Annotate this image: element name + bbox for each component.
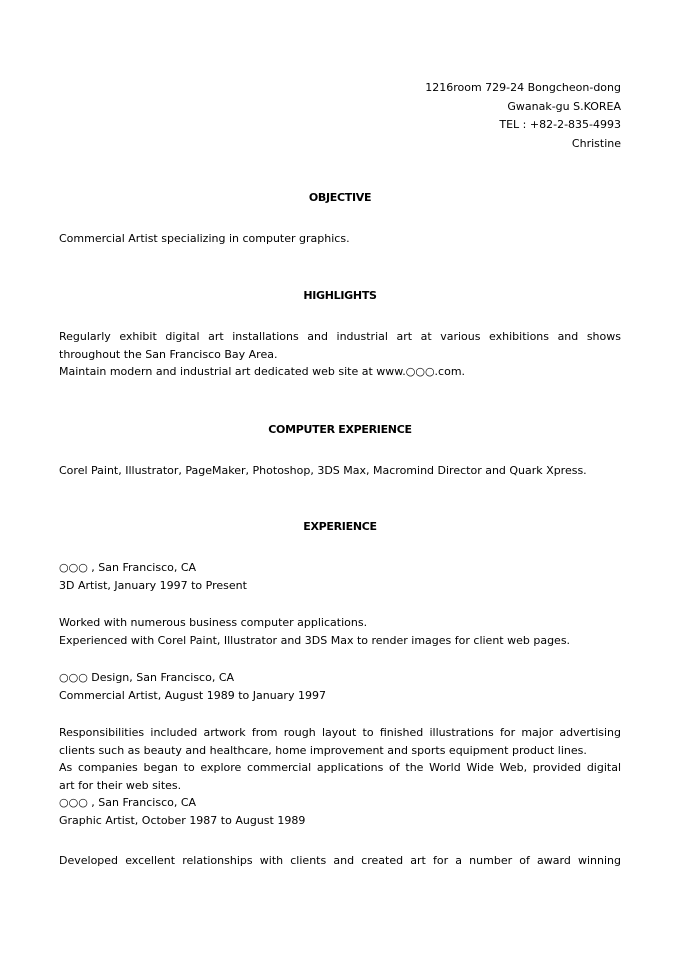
job-3-desc-line-1: Developed excellent relationships with clients and created art for a number of award winning [59, 854, 621, 867]
highlights-heading: HIGHLIGHTS [303, 289, 377, 302]
objective-line: Commercial Artist specializing in computer graphics. [59, 232, 350, 245]
job-3-company: ○○○ , San Francisco, CA [59, 796, 197, 809]
computer-experience-heading: COMPUTER EXPERIENCE [268, 423, 412, 436]
job-2-description [59, 724, 621, 829]
computer-experience-line: Corel Paint, Illustrator, PageMaker, Photoshop, 3DS Max, Macromind Director and Quark Xpress. [59, 464, 587, 477]
job-3-description [59, 852, 621, 870]
job-1-desc-line-1: Worked with numerous business computer applications. [59, 616, 368, 629]
job-1-company: ○○○ , San Francisco, CA [59, 561, 197, 574]
highlights-line-3: Maintain modern and industrial art dedicated web site at www.○○○.com. [59, 365, 466, 378]
job-2-desc-line-3: As companies began to explore commercial applications of the World Wide Web, provided digital [59, 761, 621, 774]
job-2-title: Commercial Artist, August 1989 to January 1997 [59, 688, 326, 702]
job-2-company: ○○○ Design, San Francisco, CA [59, 671, 235, 684]
address-line-1: 1216room 729-24 Bongcheon-dong [425, 81, 621, 94]
job-2-desc-line-2: clients such as beauty and healthcare, home improvement and sports equipment product lines. [59, 743, 587, 757]
job-1-title: 3D Artist, January 1997 to Present [59, 578, 247, 592]
job-2-desc-line-4: art for their web sites. [59, 778, 182, 792]
highlights-text [59, 328, 621, 381]
highlights-line-2: throughout the San Francisco Bay Area. [59, 347, 278, 361]
applicant-name: Christine [571, 136, 621, 150]
phone-line: TEL : +82-2-835-4993 [499, 118, 621, 131]
job-3-title: Graphic Artist, October 1987 to August 1989 [59, 813, 306, 827]
job-2 [59, 669, 621, 704]
computer-experience-text [59, 462, 621, 480]
contact-block [425, 79, 621, 153]
experience-heading: EXPERIENCE [303, 520, 377, 533]
job-1-description [59, 614, 621, 649]
job-1-desc-line-2: Experienced with Corel Paint, Illustrator and 3DS Max to render images for client web pages. [59, 633, 571, 647]
address-line-2: Gwanak-gu S.KOREA [507, 99, 621, 113]
job-2-desc-line-1: Responsibilities included artwork from rough layout to finished illustrations for major advertising [59, 726, 621, 739]
objective-heading: OBJECTIVE [308, 191, 372, 204]
objective-text [59, 230, 621, 248]
job-1 [59, 559, 621, 594]
highlights-line-1: Regularly exhibit digital art installations and industrial art at various exhibitions and shows [59, 330, 621, 343]
